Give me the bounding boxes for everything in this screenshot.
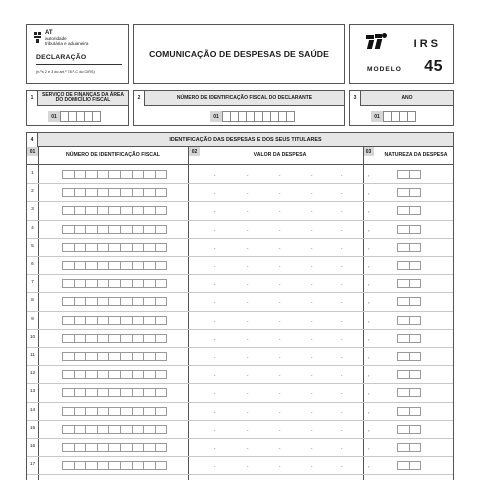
expense-value-input[interactable] (189, 257, 363, 273)
value-separator: . (214, 281, 216, 288)
decimal-separator: , (368, 317, 370, 324)
value-separator: . (279, 390, 281, 397)
declarant-nif-input[interactable] (222, 111, 295, 122)
value-separator: . (279, 244, 281, 251)
value-separator: . (341, 390, 343, 397)
expense-nature-input[interactable] (397, 352, 421, 361)
decimal-separator: , (368, 426, 370, 433)
tax-office-input[interactable] (60, 111, 101, 122)
row-number: 1 (31, 171, 34, 176)
row-number: 2 (31, 189, 34, 195)
value-separator: . (247, 299, 249, 306)
nif-input[interactable] (62, 425, 167, 434)
value-separator: . (311, 172, 313, 178)
row-number: 6 (31, 262, 34, 267)
expense-value-input[interactable] (189, 221, 363, 237)
section-number: 2 (134, 91, 145, 106)
value-separator: . (279, 190, 281, 197)
expense-nature-input[interactable] (397, 170, 421, 179)
row-number: 7 (31, 280, 34, 286)
value-separator: . (214, 354, 216, 360)
nif-input[interactable] (62, 407, 167, 416)
row-number: 14 (29, 407, 36, 413)
field-code: 01 (371, 111, 383, 122)
declaration-divider (36, 64, 122, 65)
expense-nature-input[interactable] (397, 188, 421, 197)
nif-input[interactable] (62, 225, 167, 234)
field-code: 01 (48, 111, 60, 122)
decimal-separator: , (368, 281, 370, 288)
row-number: 4 (31, 225, 34, 231)
value-separator: . (311, 463, 313, 470)
value-separator: . (247, 372, 249, 379)
table-title-bar (27, 133, 453, 147)
expenses-table (26, 132, 454, 480)
expense-nature-input[interactable] (397, 297, 421, 306)
value-separator: . (247, 172, 249, 178)
value-separator: . (214, 208, 216, 215)
value-separator: . (311, 244, 313, 251)
nif-input[interactable] (62, 461, 167, 470)
expense-value-input[interactable] (189, 403, 363, 419)
value-separator: . (247, 390, 249, 397)
value-separator: . (341, 372, 343, 379)
value-separator: . (214, 317, 216, 324)
decimal-separator: , (368, 372, 370, 379)
row-divider (27, 474, 453, 475)
row-number: 3 (31, 207, 34, 213)
expense-value-input[interactable] (189, 312, 363, 328)
expense-value-input[interactable] (189, 239, 363, 255)
value-separator: . (214, 335, 216, 342)
nif-input[interactable] (62, 279, 167, 288)
value-separator: . (214, 226, 216, 233)
column-divider (363, 147, 364, 480)
value-separator: . (311, 281, 313, 288)
logo-name: AT (45, 30, 53, 36)
value-separator: . (279, 426, 281, 433)
expense-nature-input[interactable] (397, 279, 421, 288)
value-separator: . (214, 299, 216, 306)
value-separator: . (341, 335, 343, 342)
decimal-separator: , (368, 244, 370, 251)
table-column-headers (27, 147, 453, 165)
decimal-separator: , (368, 263, 370, 269)
row-number: 5 (31, 243, 34, 249)
value-separator: . (214, 426, 216, 433)
row-number: 16 (29, 444, 36, 449)
nif-input[interactable] (62, 243, 167, 252)
value-separator: . (214, 190, 216, 197)
value-separator: . (341, 263, 343, 269)
decimal-separator: , (368, 335, 370, 342)
table-title: IDENTIFICAÇÃO DAS DESPESAS E DOS SEUS TITULARES (169, 136, 322, 143)
value-separator: . (279, 226, 281, 233)
expense-value-input[interactable] (189, 348, 363, 364)
value-separator: . (247, 463, 249, 470)
value-separator: . (214, 263, 216, 269)
value-separator: . (279, 172, 281, 178)
section-year (349, 90, 454, 126)
section-label: NÚMERO DE IDENTIFICAÇÃO FISCAL DO DECLARANTE (176, 94, 313, 101)
value-separator: . (279, 372, 281, 379)
value-separator: . (214, 172, 216, 178)
row-number: 8 (31, 298, 34, 304)
value-separator: . (247, 354, 249, 360)
value-separator: . (311, 390, 313, 397)
decimal-separator: , (368, 408, 370, 415)
section-label: ANO (401, 94, 413, 101)
section-number: 1 (27, 91, 38, 106)
decimal-separator: , (368, 390, 370, 397)
nif-input[interactable] (62, 388, 167, 397)
value-separator: . (341, 299, 343, 306)
value-separator: . (341, 354, 343, 360)
row-number: 11 (30, 353, 35, 358)
value-separator: . (311, 354, 313, 360)
value-separator: . (279, 463, 281, 470)
expense-nature-input[interactable] (397, 425, 421, 434)
expense-nature-input[interactable] (397, 261, 421, 270)
value-separator: . (311, 408, 313, 415)
value-separator: . (214, 408, 216, 415)
expense-value-input[interactable] (189, 202, 363, 218)
at-logo-icon (34, 32, 42, 43)
row-number: 15 (29, 425, 36, 431)
expense-value-input[interactable] (189, 293, 363, 309)
nif-input[interactable] (62, 188, 167, 197)
value-separator: . (247, 281, 249, 288)
column-divider (38, 147, 39, 480)
value-separator: . (247, 263, 249, 269)
nif-input[interactable] (62, 297, 167, 306)
value-separator: . (214, 390, 216, 397)
value-separator: . (247, 317, 249, 324)
value-separator: . (279, 281, 281, 288)
value-separator: . (279, 445, 281, 451)
decimal-separator: , (368, 445, 370, 451)
expense-nature-input[interactable] (397, 443, 421, 452)
value-separator: . (279, 335, 281, 342)
modelo-number: 45 (424, 58, 443, 75)
column-header-nif: NÚMERO DE IDENTIFICAÇÃO FISCAL (66, 152, 160, 159)
section-label: SERVIÇO DE FINANÇAS DA ÁREA DO DOMICÍLIO FISCAL (42, 92, 124, 103)
row-number: 13 (29, 389, 36, 395)
value-separator: . (341, 408, 343, 415)
page-title: COMUNICAÇÃO DE DESPESAS DE SAÚDE (149, 49, 329, 59)
decimal-separator: , (368, 172, 370, 178)
value-separator: . (311, 426, 313, 433)
expense-nature-input[interactable] (397, 316, 421, 325)
logo-line2: tributária e aduaneira (45, 41, 89, 46)
irs-label: IRS (413, 38, 441, 50)
value-separator: . (279, 208, 281, 215)
nif-input[interactable] (62, 316, 167, 325)
expense-nature-input[interactable] (397, 243, 421, 252)
value-separator: . (279, 263, 281, 269)
expense-value-input[interactable] (189, 166, 363, 182)
value-separator: . (311, 317, 313, 324)
column-header-value: VALOR DA DESPESA (253, 152, 307, 159)
declaration-title: DECLARAÇÃO (36, 54, 87, 61)
value-separator: . (247, 445, 249, 451)
value-separator: . (247, 335, 249, 342)
nif-input[interactable] (62, 334, 167, 343)
section-number: 3 (350, 91, 361, 106)
value-separator: . (214, 463, 216, 470)
section-tax-office (26, 90, 129, 126)
value-separator: . (311, 226, 313, 233)
expense-value-input[interactable] (189, 275, 363, 291)
value-separator: . (341, 244, 343, 251)
expense-value-input[interactable] (189, 439, 363, 455)
value-separator: . (214, 372, 216, 379)
value-separator: . (341, 445, 343, 451)
irs-logo-icon (364, 33, 388, 52)
value-separator: . (341, 172, 343, 178)
expense-value-input[interactable] (189, 421, 363, 437)
decimal-separator: , (368, 226, 370, 233)
model-box (349, 24, 454, 84)
value-separator: . (311, 299, 313, 306)
row-number: 12 (29, 371, 36, 377)
section-declarant-nif (133, 90, 345, 126)
expense-value-input[interactable] (189, 330, 363, 346)
title-box (133, 24, 345, 84)
at-logo (34, 31, 88, 46)
declaration-reference: (n.ºs 2 e 3 do art.º 78.º-C do CIRS) (36, 70, 95, 74)
value-separator: . (341, 317, 343, 324)
expense-nature-input[interactable] (397, 225, 421, 234)
nif-input[interactable] (62, 170, 167, 179)
expense-nature-input[interactable] (397, 370, 421, 379)
value-separator: . (341, 281, 343, 288)
value-separator: . (247, 208, 249, 215)
value-separator: . (341, 208, 343, 215)
value-separator: . (341, 190, 343, 197)
form-page (26, 24, 454, 480)
column-code: 01 (27, 147, 38, 156)
expense-value-input[interactable] (189, 184, 363, 200)
decimal-separator: , (368, 190, 370, 197)
value-separator: . (311, 263, 313, 269)
value-separator: . (247, 244, 249, 251)
expense-nature-input[interactable] (397, 206, 421, 215)
value-separator: . (341, 463, 343, 470)
nif-input[interactable] (62, 370, 167, 379)
expense-nature-input[interactable] (397, 388, 421, 397)
expense-nature-input[interactable] (397, 461, 421, 470)
value-separator: . (279, 317, 281, 324)
value-separator: . (311, 372, 313, 379)
row-number: 10 (29, 334, 36, 340)
year-input[interactable] (383, 111, 416, 122)
value-separator: . (247, 190, 249, 197)
decimal-separator: , (368, 299, 370, 306)
value-separator: . (247, 226, 249, 233)
column-code: 02 (189, 147, 200, 156)
column-code: 03 (363, 147, 374, 156)
value-separator: . (214, 445, 216, 451)
value-separator: . (341, 226, 343, 233)
value-separator: . (279, 408, 281, 415)
logo-line1: autoridade (45, 36, 67, 41)
expense-nature-input[interactable] (397, 334, 421, 343)
value-separator: . (214, 244, 216, 251)
nif-input[interactable] (62, 261, 167, 270)
issuer-box (26, 24, 129, 84)
section-number: 4 (27, 133, 38, 147)
expense-value-input[interactable] (189, 384, 363, 400)
value-separator: . (247, 408, 249, 415)
decimal-separator: , (368, 354, 370, 360)
column-header-nature: NATUREZA DA DESPESA (384, 152, 448, 159)
row-number: 9 (31, 316, 34, 322)
expense-value-input[interactable] (189, 457, 363, 473)
value-separator: . (311, 335, 313, 342)
value-separator: . (311, 190, 313, 197)
field-code: 01 (210, 111, 222, 122)
nif-input[interactable] (62, 206, 167, 215)
value-separator: . (311, 445, 313, 451)
value-separator: . (247, 426, 249, 433)
nif-input[interactable] (62, 443, 167, 452)
expense-nature-input[interactable] (397, 407, 421, 416)
value-separator: . (311, 208, 313, 215)
modelo-label: MODELO (367, 66, 402, 73)
value-separator: . (341, 426, 343, 433)
expense-value-input[interactable] (189, 366, 363, 382)
row-number: 17 (29, 462, 36, 468)
value-separator: . (279, 299, 281, 306)
nif-input[interactable] (62, 352, 167, 361)
value-separator: . (279, 354, 281, 360)
decimal-separator: , (368, 208, 370, 215)
decimal-separator: , (368, 463, 370, 470)
